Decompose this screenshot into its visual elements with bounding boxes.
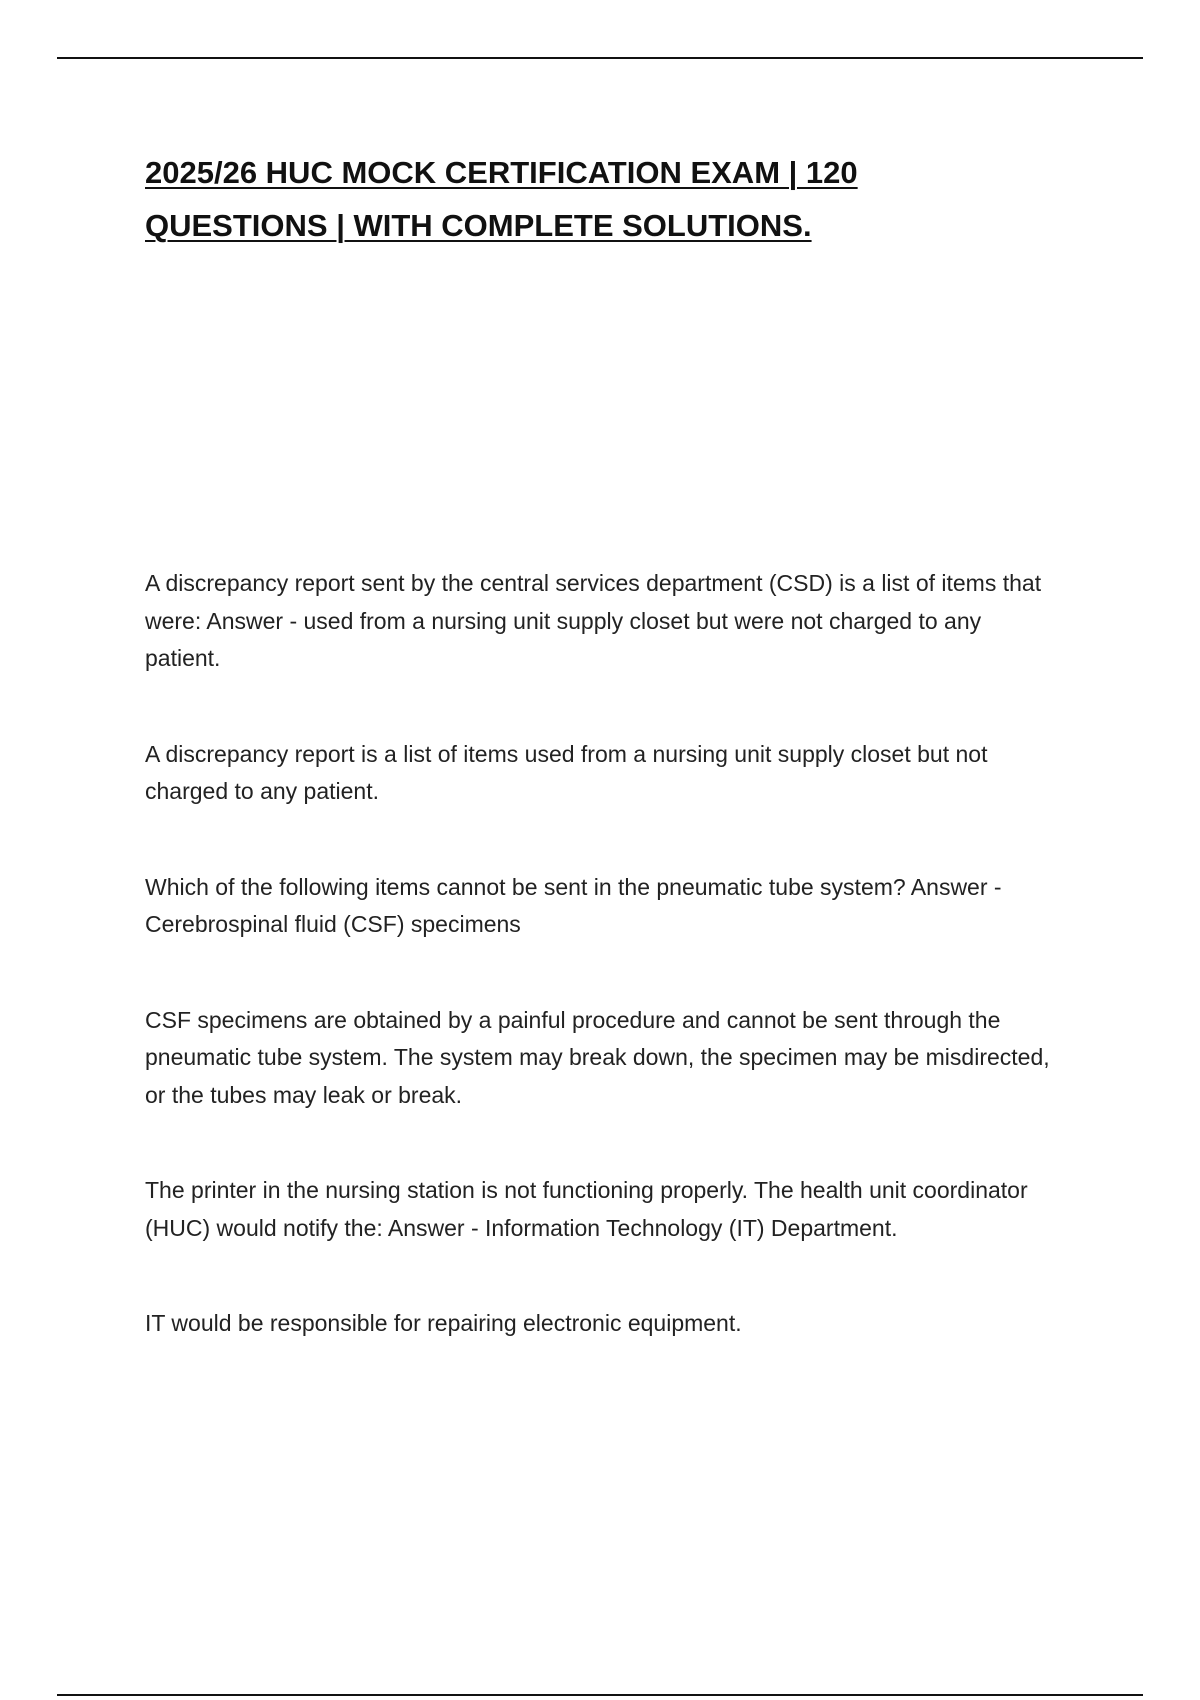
explanation-text: CSF specimens are obtained by a painful procedure and cannot be sent through the pneumatic tube system. The system may break down, the specimen may be misdirected, or the tubes may leak or break. bbox=[145, 1006, 1050, 1108]
question-text: Which of the following items cannot be sent in the pneumatic tube system? Answer - Cerebrospinal fluid (CSF) specimens bbox=[145, 873, 1002, 937]
header-rule bbox=[57, 57, 1143, 59]
footer-rule bbox=[57, 1694, 1143, 1696]
explanation-text: A discrepancy report is a list of items used from a nursing unit supply closet but not charged to any patient. bbox=[145, 740, 988, 804]
question-list bbox=[145, 565, 1060, 1401]
document-title: 2025/26 HUC MOCK CERTIFICATION EXAM | 120 QUESTIONS | WITH COMPLETE SOLUTIONS. bbox=[145, 155, 858, 243]
explanation-text: IT would be responsible for repairing electronic equipment. bbox=[145, 1310, 742, 1336]
question-text: A discrepancy report sent by the central services department (CSD) is a list of items that were: Answer - used from a nursing unit supply closet but were not charged to any patient. bbox=[145, 570, 1042, 671]
question-text: The printer in the nursing station is not functioning properly. The health unit coordinator (HUC) would notify the: Answer - Information Technology (IT) Department. bbox=[145, 1177, 1028, 1241]
